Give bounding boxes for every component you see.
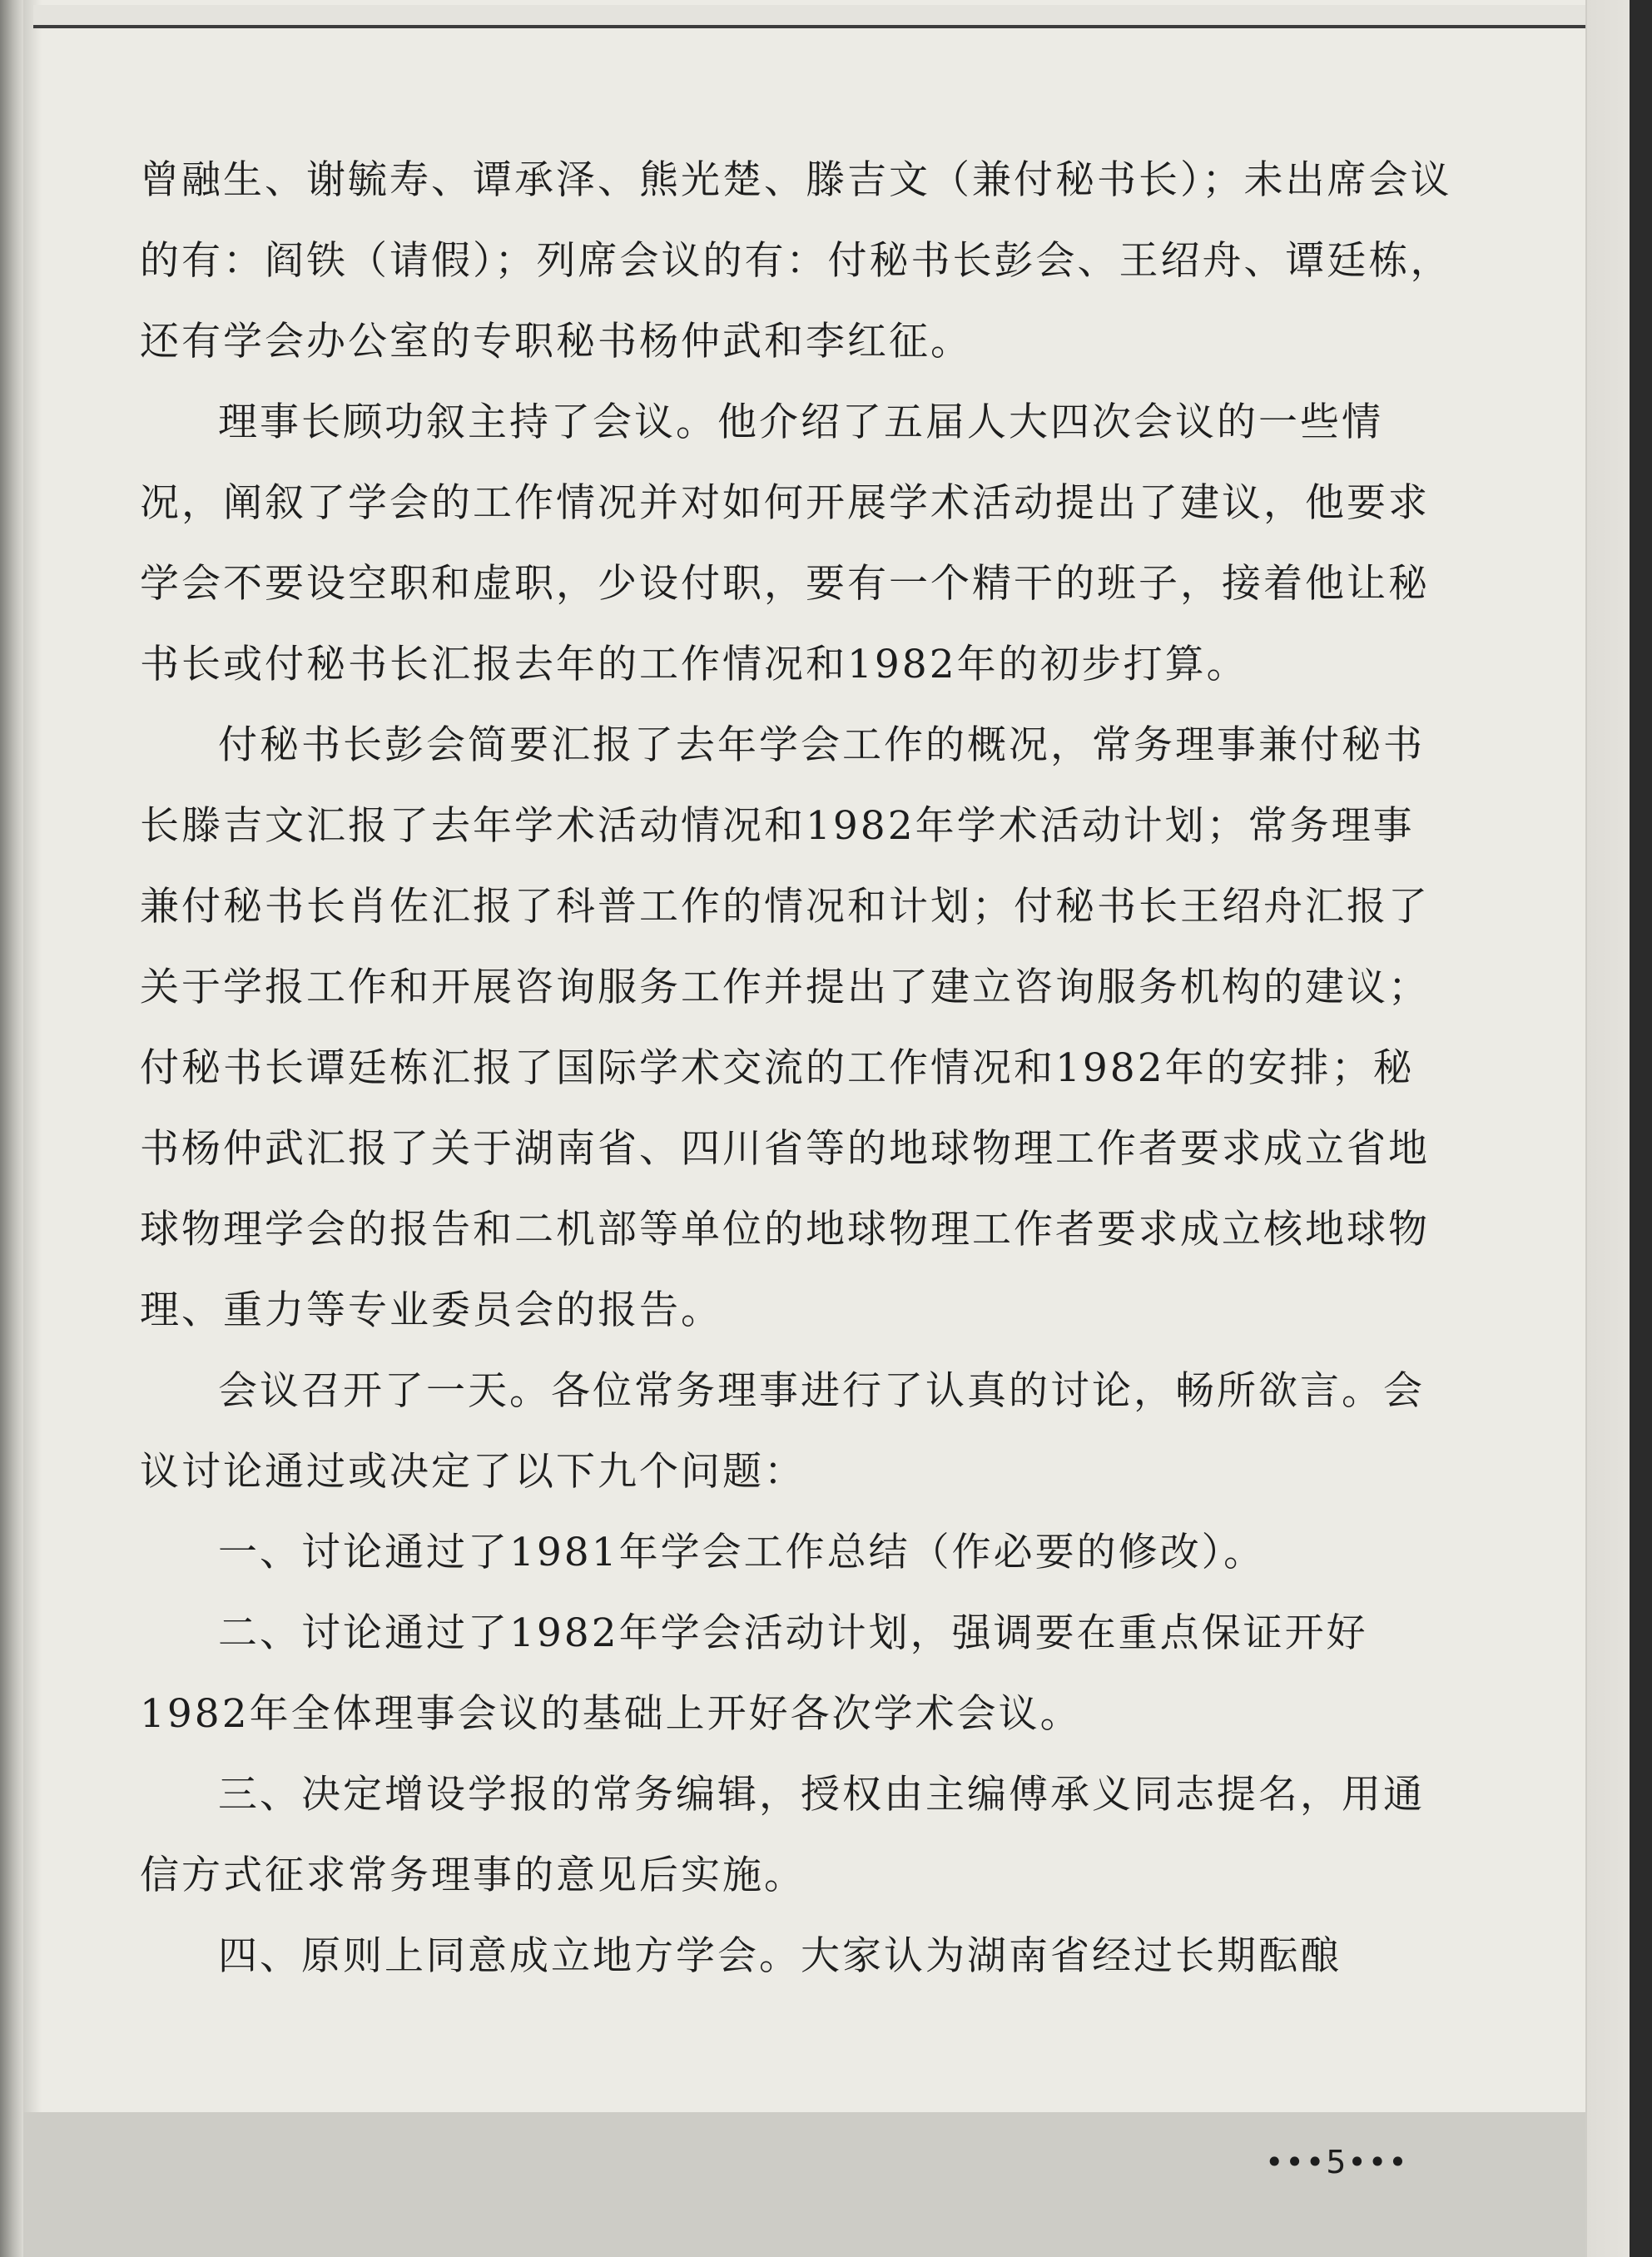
list-item: 三、决定增设学报的常务编辑，授权由主编傅承义同志提名，用通信方式征求常务理事的意见后实施。 bbox=[140, 1772, 1425, 1898]
paragraph: 会议召开了一天。各位常务理事进行了认真的讨论，畅所欲言。会议讨论通过或决定了以下九个问题： bbox=[140, 1368, 1425, 1495]
list-item: 二、讨论通过了1982年学会活动计划，强调要在重点保证开好1982年全体理事会议的基础上开好各次学术会议。 bbox=[140, 1610, 1368, 1737]
list-item: 四、原则上同意成立地方学会。大家认为湖南省经过长期酝酿 bbox=[218, 1933, 1342, 1979]
list-item: 一、讨论通过了1981年学会工作总结（作必要的修改）。 bbox=[218, 1530, 1266, 1575]
top-edge-rule bbox=[33, 5, 1615, 28]
scan-bottom-band bbox=[23, 2112, 1585, 2257]
paragraph: 理事长顾功叙主持了会议。他介绍了五届人大四次会议的一些情况，阐叙了学会的工作情况并对如何开展学术活动提出了建议，他要求学会不要设空职和虚职，少设付职，要有一个精干的班子，接着他让秘书长或付秘书长汇报去年的工作情况和1982年的初步打算。 bbox=[140, 399, 1430, 687]
paragraph: 曾融生、谢毓寿、谭承泽、熊光楚、滕吉文（兼付秘书长）；未出席会议的有：阎铁（请假）；列席会议的有：付秘书长彭会、王绍舟、谭廷栋，还有学会办公室的专职秘书杨仲武和李红征。 bbox=[140, 157, 1452, 365]
paragraph: 付秘书长彭会简要汇报了去年学会工作的概况，常务理事兼付秘书长滕吉文汇报了去年学术活动情况和1982年学术活动计划；常务理事兼付秘书长肖佐汇报了科普工作的情况和计划；付秘书长王绍舟汇报了关于学报工作和开展咨询服务工作并提出了建立咨询服务机构的建议；付秘书长谭廷栋汇报了国际学术交流的工作情况和1982年的安排；秘书杨仲武汇报了关于湖南省、四川省等的地球物理工作者要求成立省地球物理学会的报告和二机部等单位的地球物理工作者要求成立核地球物理、重力等专业委员会的报告。 bbox=[140, 722, 1430, 1333]
binding-gutter bbox=[0, 0, 23, 2257]
document-body bbox=[140, 140, 1455, 1997]
scan-border bbox=[1630, 0, 1652, 2257]
page-number: •••5••• bbox=[1265, 2144, 1409, 2180]
spine-shadow bbox=[23, 0, 42, 2257]
